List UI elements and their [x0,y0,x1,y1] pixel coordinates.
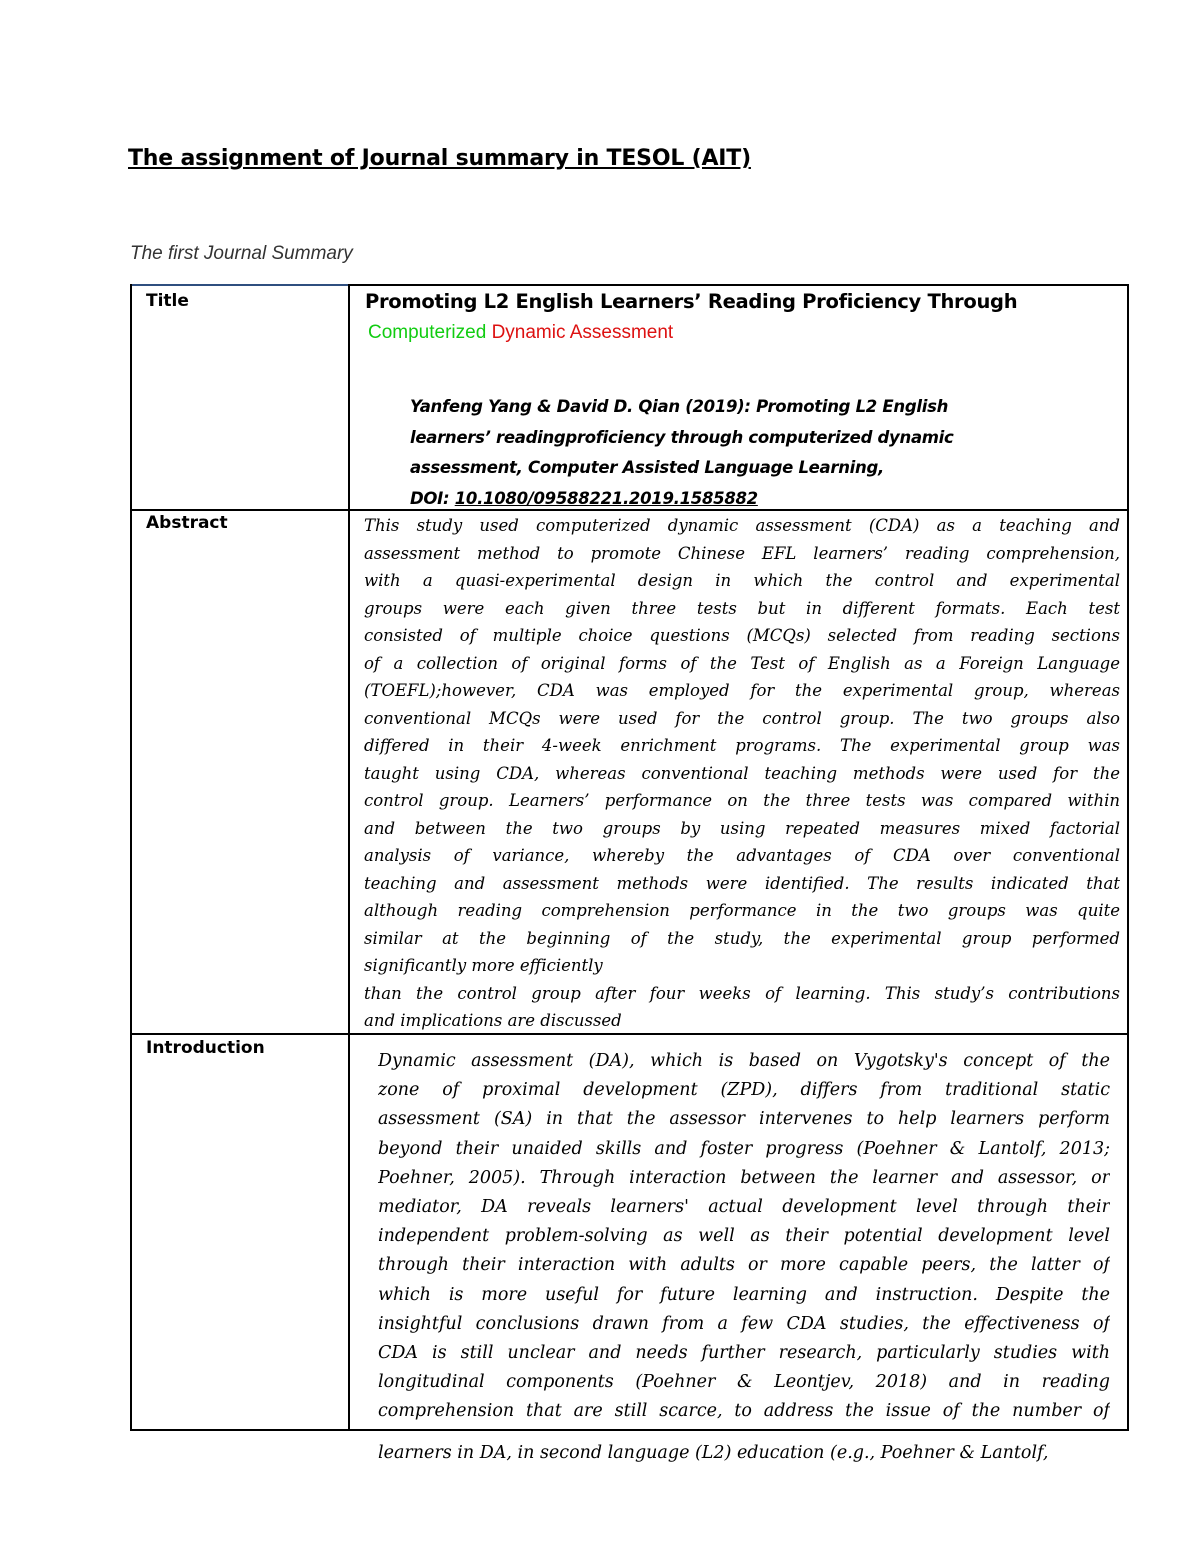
doi-label: DOI: [410,488,450,508]
abstract-line: significantly more efficiently [364,956,603,975]
title-word-computerized: Computerized [368,322,487,343]
table-border-left [130,284,132,1431]
title-word-assessment: Assessment [569,322,674,343]
abstract-line: and implications are discussed [364,1011,622,1030]
abstract-line: teaching and assessment methods were identified. The results indicated that [364,873,1120,893]
introduction-text [378,1047,1110,1468]
label-abstract: Abstract [146,513,228,533]
abstract-line: assessment method to promote Chinese EFL learners’ reading comprehension, [364,543,1120,563]
abstract-line: with a quasi-experimental design in which the control and experimental [364,571,1120,590]
abstract-line: consisted of multiple choice questions (MCQs) selected from reading sections [364,626,1120,645]
abstract-line: although reading comprehension performance in the two groups was quite [364,901,1120,920]
abstract-line: similar at the beginning of the study, the experimental group performed [364,928,1120,948]
paper-title: Promoting L2 English Learners’ Reading Proficiency Through [365,290,1018,313]
citation [410,392,1050,514]
title-word-dynamic: Dynamic [491,322,566,343]
abstract-line: groups were each given three tests but in different formats. Each test [364,598,1120,618]
introduction-line: comprehension that are still scarce, to address the issue of the number of [378,1401,1110,1422]
abstract-line: (TOEFL);however, CDA was employed for the experimental group, whereas [364,681,1120,700]
paper-title-continuation [368,322,673,344]
abstract-line: analysis of variance, whereby the advantages of CDA over conventional [364,846,1120,865]
introduction-line: zone of proximal development (ZPD), differs from traditional static [378,1080,1110,1101]
introduction-line: CDA is still unclear and needs further research, particularly studies with [378,1343,1110,1364]
introduction-line: longitudinal components (Poehner & Leontjev, 2018) and in reading [378,1372,1110,1393]
abstract-line: of a collection of original forms of the Test of English as a Foreign Language [364,653,1120,673]
introduction-line: through their interaction with adults or more capable peers, the latter of [378,1255,1110,1276]
table-column-divider [348,284,350,1431]
label-title: Title [146,291,189,311]
abstract-line: This study used computerized dynamic assessment (CDA) as a teaching and [364,516,1120,535]
introduction-line: assessment (SA) in that the assessor intervenes to help learners perform [378,1109,1110,1130]
introduction-line: beyond their unaided skills and foster progress (Poehner & Lantolf, 2013; [378,1138,1110,1159]
introduction-line: learners in DA, in second language (L2) education (e.g., Poehner & Lantolf, [378,1442,1049,1463]
table-border-top-left [130,284,349,286]
doi-line [410,484,1050,515]
citation-line: Yanfeng Yang & David D. Qian (2019): Promoting L2 English [410,397,949,416]
introduction-line: Dynamic assessment (DA), which is based on Vygotsky's concept of the [378,1051,1110,1071]
abstract-line: control group. Learners’ performance on the three tests was compared within [364,791,1120,810]
document-title: The assignment of Journal summary in TESOL (AIT) [128,146,751,171]
doi-link[interactable]: 10.1080/09588221.2019.1585882 [454,488,758,508]
document-subtitle: The first Journal Summary [130,243,353,264]
introduction-line: insightful conclusions drawn from a few CDA studies, the effectiveness of [378,1313,1110,1334]
abstract-line: conventional MCQs were used for the control group. The two groups also [364,708,1120,728]
abstract-text [364,512,1120,1035]
abstract-line: taught using CDA, whereas conventional teaching methods were used for the [364,763,1120,783]
label-introduction: Introduction [146,1038,265,1058]
abstract-line: than the control group after four weeks of learning. This study’s contributions [364,983,1120,1003]
introduction-line: mediator, DA reveals learners' actual development level through their [378,1197,1110,1218]
abstract-line: and between the two groups by using repeated measures mixed factorial [364,818,1120,838]
introduction-line: which is more useful for future learning and instruction. Despite the [378,1284,1110,1305]
citation-line: learners’ readingproficiency through computerized dynamic [410,427,954,447]
citation-line: assessment, Computer Assisted Language Learning, [410,458,884,477]
table-border-top-right [349,284,1128,286]
abstract-line: differed in their 4-week enrichment programs. The experimental group was [364,736,1120,755]
table-border-right [1127,284,1129,1431]
introduction-line: Poehner, 2005). Through interaction between the learner and assessor, or [378,1167,1110,1188]
introduction-line: independent problem-solving as well as their potential development level [378,1226,1110,1247]
